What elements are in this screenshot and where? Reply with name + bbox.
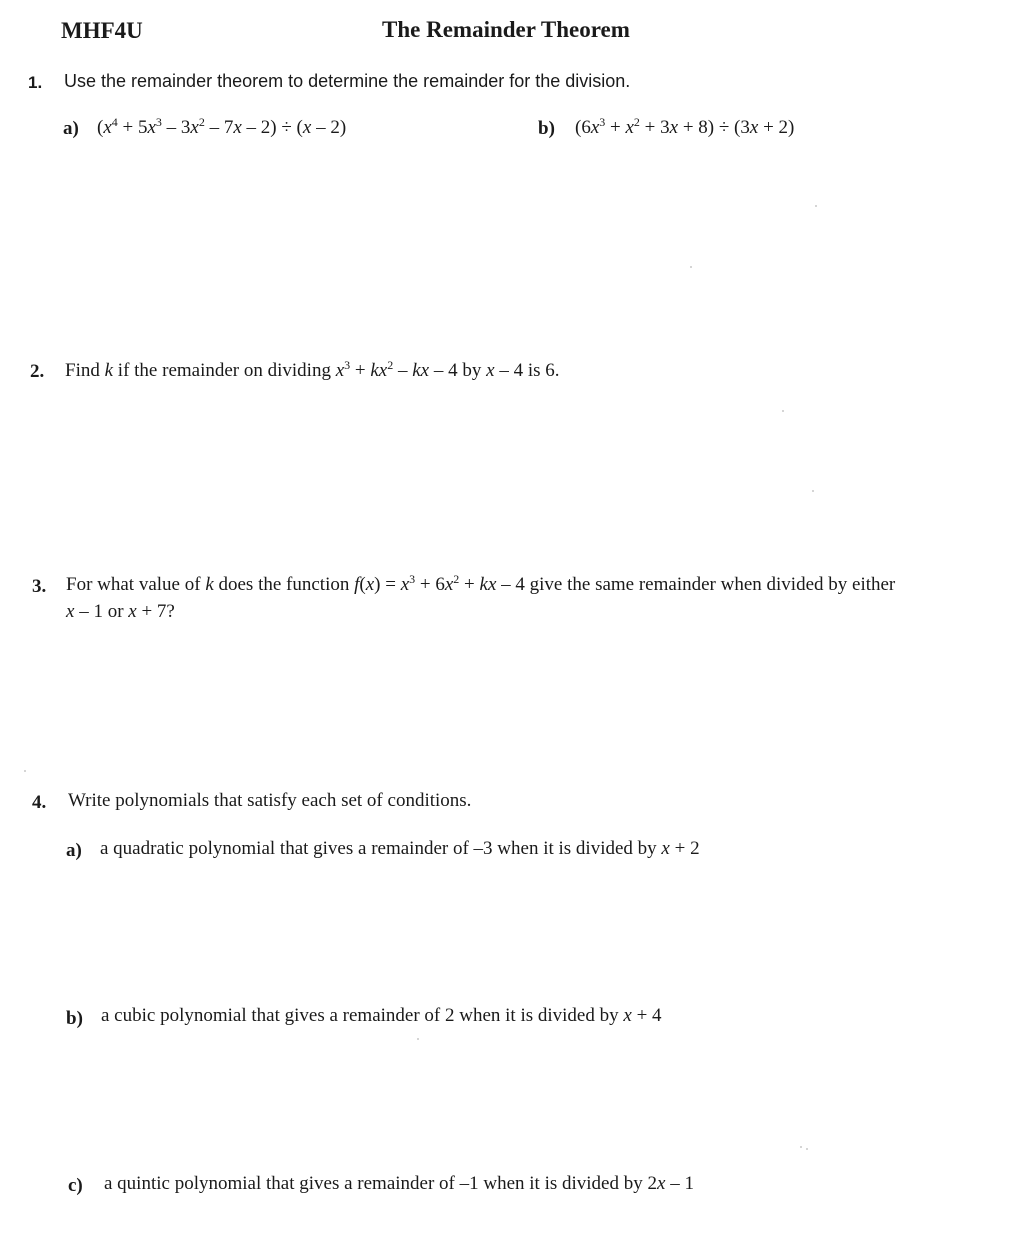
question-1b-label: b) [538,118,555,139]
scan-speck [690,266,692,268]
question-2-text: Find k if the remainder on dividing $x^3 + kx^2$ – kx – 4 by x – 4 is 6. [65,358,560,381]
scan-speck [815,205,817,207]
scan-speck [24,770,26,772]
question-1a-expression: $(x^4 + 5x^3 - 3x^2 - 7x - 2) \div (x - 2)$ [97,115,347,138]
question-4a-prompt: a quadratic polynomial that gives a remainder of –3 when it is divided by [100,838,662,859]
scan-speck [782,410,784,412]
question-4a-label: a) [66,840,82,861]
scan-speck [806,1148,808,1150]
scan-speck [812,490,814,492]
scan-speck [417,1038,419,1040]
question-1-number: 1. [28,73,43,92]
question-3-number: 3. [32,576,47,597]
question-2-number: 2. [30,361,45,382]
question-4a-text: a quadratic polynomial that gives a remainder of –3 when it is divided by x + 2 [100,838,700,859]
question-4b-label: b) [66,1008,83,1029]
question-3-text-line-2: x – 1 or x + 7? [66,601,175,622]
course-code: MHF4U [61,18,143,43]
question-4-number: 4. [32,792,47,813]
question-4c-text: a quintic polynomial that gives a remainder of –1 when it is divided by 2x – 1 [104,1173,694,1194]
question-4c-prompt: a quintic polynomial that gives a remainder of –1 when it is divided by [104,1173,648,1194]
question-3-text-line-1: For what value of k does the function $f(x) = x^3 + 6x^2$ + kx – 4 give the same remainder when divided by either [66,572,896,595]
scan-speck [800,1146,802,1148]
question-1a-label: a) [63,118,79,139]
question-4b-prompt: a cubic polynomial that gives a remainder of 2 when it is divided by [101,1005,624,1026]
question-4b-text: a cubic polynomial that gives a remainder of 2 when it is divided by x + 4 [101,1005,662,1026]
question-4-text: Write polynomials that satisfy each set of conditions. [68,790,472,811]
page-title: The Remainder Theorem [382,17,630,42]
question-1b-expression: $(6x^3 + x^2 + 3x + 8) \div (3x + 2)$ [575,115,795,138]
question-1-text: Use the remainder theorem to determine the remainder for the division. [64,71,631,91]
question-4c-label: c) [68,1175,83,1196]
